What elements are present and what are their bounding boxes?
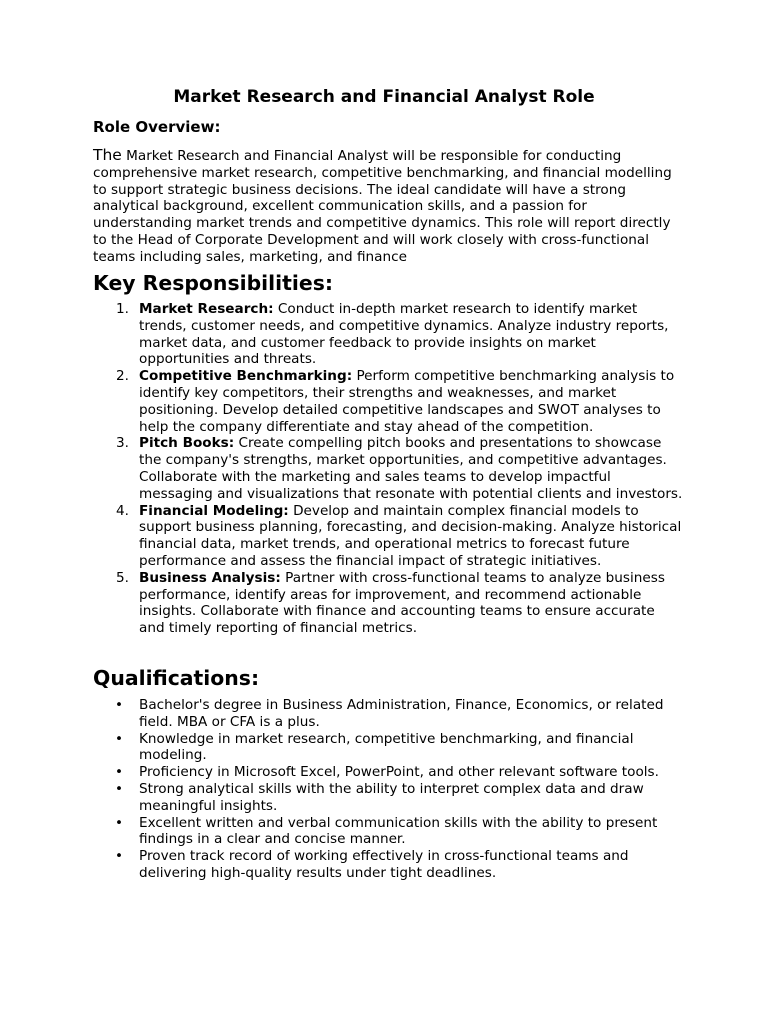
responsibility-item-competitive-benchmarking (116, 368, 684, 435)
qualifications-list (115, 697, 684, 882)
responsibility-text: Conduct in-depth market research to identify market trends, customer needs, and competitive dynamics. Analyze industry reports, market data, and customer feedback to provide insights on market opportunities and threats. (139, 301, 669, 368)
list-number: 1. (116, 301, 129, 317)
list-number: 2. (116, 368, 129, 385)
bullet-icon: • (115, 730, 124, 747)
responsibility-label: Financial Modeling: (139, 502, 289, 519)
qualification-item (115, 764, 684, 781)
list-number: 5. (116, 569, 129, 586)
list-number: 4. (116, 502, 129, 519)
bullet-icon: • (115, 814, 124, 831)
qualification-item (115, 848, 684, 882)
qualification-item (115, 730, 684, 765)
qualification-text: Bachelor's degree in Business Administration, Finance, Economics, or related field. MBA or CFA is a plus. (139, 697, 664, 730)
responsibility-text: Create compelling pitch books and presentations to showcase the company's strengths, market opportunities, and competitive advantages. Collaborate with the marketing and sales teams to develop impactful messaging and visualizations that resonate with potential clients and investors. (139, 435, 683, 502)
key-responsibilities-heading: Key Responsibilities: (93, 271, 333, 295)
document-title: Market Research and Financial Analyst Role (173, 87, 595, 107)
qualification-text: Strong analytical skills with the ability to interpret complex data and draw meaningful insights. (139, 780, 644, 814)
bullet-icon: • (115, 764, 124, 781)
responsibility-label: Pitch Books: (139, 435, 235, 452)
role-overview-first-word: The (93, 146, 122, 164)
bullet-icon: • (115, 780, 124, 797)
responsibility-text: Perform competitive benchmarking analysis to identify key competitors, their strengths and weaknesses, and market positioning. Develop detailed competitive landscapes and SWOT analyses to help the company differentiate and stay ahead of the competition. (139, 368, 675, 435)
qualification-item (115, 780, 684, 815)
qualification-text: Knowledge in market research, competitive benchmarking, and financial modeling. (139, 730, 634, 764)
role-overview-heading: Role Overview: (93, 118, 221, 136)
qualification-item (115, 814, 684, 849)
bullet-icon: • (115, 848, 124, 865)
responsibility-item-financial-modeling (116, 502, 684, 570)
qualification-text: Proven track record of working effectively in cross-functional teams and delivering high-quality results under tight deadlines. (139, 848, 629, 881)
role-overview-body: Market Research and Financial Analyst will be responsible for conducting comprehensive market research, competitive benchmarking, and financial modelling to support strategic business decisions. The ideal candidate will have a strong analytical background, excellent communication skills, and a passion for understanding market trends and competitive dynamics. This role will report directly to the Head of Corporate Development and will work closely with cross-functional teams including sales, marketing, and finance (93, 148, 672, 265)
responsibility-label: Competitive Benchmarking: (139, 368, 353, 385)
qualifications-heading: Qualifications: (93, 666, 260, 690)
qualification-text: Excellent written and verbal communication skills with the ability to present findings in a clear and concise manner. (139, 814, 658, 848)
responsibility-item-market-research (116, 301, 684, 368)
role-overview-paragraph (93, 147, 683, 266)
responsibility-label: Market Research: (139, 301, 274, 317)
qualification-text: Proficiency in Microsoft Excel, PowerPoint, and other relevant software tools. (139, 764, 659, 781)
list-number: 3. (116, 435, 129, 452)
responsibility-item-pitch-books (116, 435, 684, 502)
bullet-icon: • (115, 697, 124, 713)
responsibility-text: Partner with cross-functional teams to analyze business performance, identify areas for improvement, and recommend actionable insights. Collaborate with finance and accounting teams to ensure accurate and timely reporting of financial metrics. (139, 569, 665, 637)
responsibilities-list (116, 301, 684, 637)
qualification-item (115, 697, 684, 731)
responsibility-item-business-analysis (116, 569, 684, 637)
responsibility-text: Develop and maintain complex financial models to support business planning, forecasting, and decision-making. Analyze historical financial data, market trends, and operational metrics to forecast future performance and assess the financial impact of strategic initiatives. (139, 502, 682, 569)
responsibility-label: Business Analysis: (139, 569, 281, 586)
